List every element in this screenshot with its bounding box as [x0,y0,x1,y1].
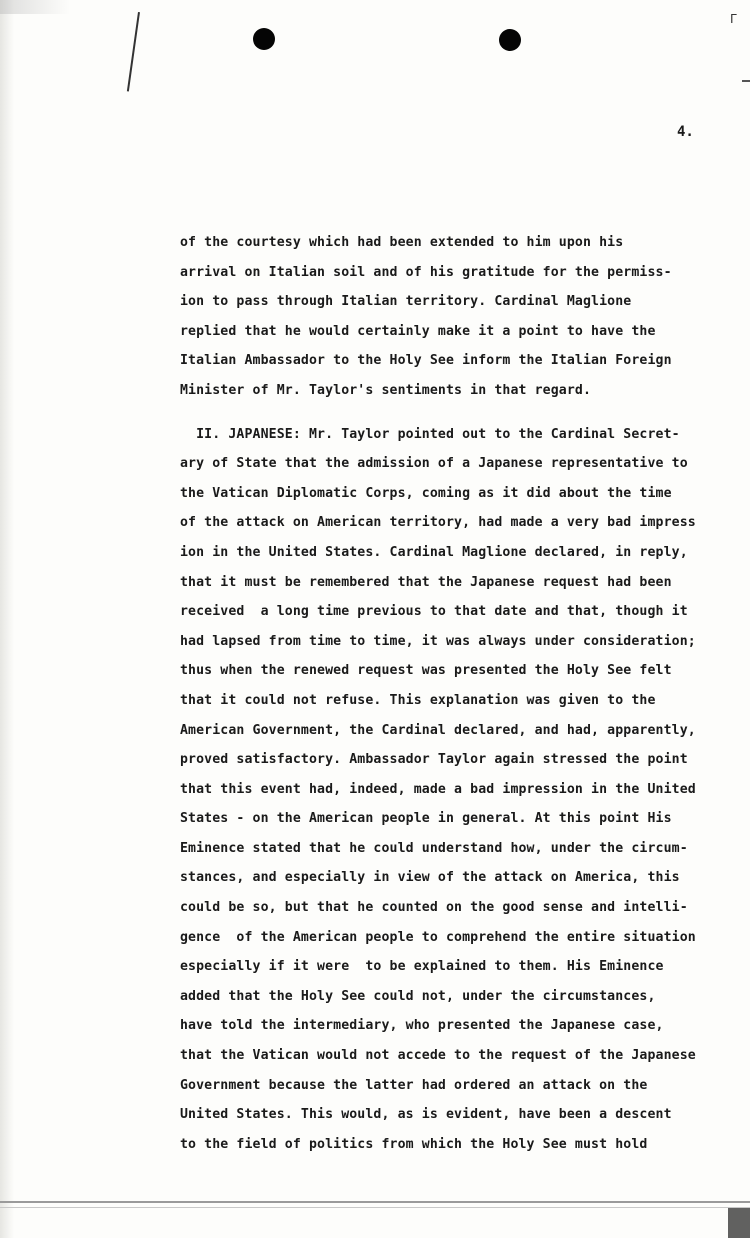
text-line: of the attack on American territory, had made a very bad impress [180,515,696,531]
text-line: that the Vatican would not accede to the request of the Japanese [180,1048,696,1064]
bottom-rule [0,1201,750,1203]
document-body [180,228,750,1159]
text-line: Italian Ambassador to the Holy See inform the Italian Foreign [180,353,672,369]
text-line: ion in the United States. Cardinal Maglione declared, in reply, [180,544,688,560]
text-line: replied that he would certainly make it a point to have the [180,323,656,339]
page-number: 4. [677,124,694,140]
text-line: ion to pass through Italian territory. Cardinal Maglione [180,294,632,310]
text-line: Minister of Mr. Taylor's sentiments in that regard. [180,382,592,398]
text-line: United States. This would, as is evident, have been a descent [180,1107,672,1123]
text-line: of the courtesy which had been extended to him upon his [180,235,624,250]
punch-hole-right [499,29,521,51]
text-line: Government because the latter had ordered an attack on the [180,1077,648,1093]
text-line: arrival on Italian soil and of his gratitude for the permiss- [180,264,672,280]
text-line: proved satisfactory. Ambassador Taylor again stressed the point [180,752,688,768]
scan-left-edge [0,0,14,1238]
bottom-rule-secondary [0,1207,750,1208]
text-line: especially if it were to be explained to them. His Eminence [180,959,664,975]
text-line: the Vatican Diplomatic Corps, coming as it did about the time [180,485,672,501]
text-line: that it could not refuse. This explanation was given to the [180,692,656,708]
text-line: could be so, but that he counted on the good sense and intelli- [180,900,688,916]
text-line: that this event had, indeed, made a bad impression in the United [180,781,696,797]
text-line: thus when the renewed request was presented the Holy See felt [180,663,672,679]
text-line: States - on the American people in general. At this point His [180,811,672,827]
text-line: stances, and especially in view of the attack on America, this [180,870,680,886]
text-line: to the field of politics from which the Holy See must hold [180,1136,648,1152]
paragraph-gap [180,406,750,420]
paragraph [180,228,750,406]
text-line: gence of the American people to comprehend the entire situation [180,929,696,945]
scan-corner-smudge [728,1208,750,1238]
corner-mark-icon: ᒥ [730,12,737,26]
corner-tick [742,80,750,82]
text-line: received a long time previous to that date and that, though it [180,604,688,620]
text-line: had lapsed from time to time, it was always under consideration; [180,633,696,649]
text-line: added that the Holy See could not, under the circumstances, [180,988,656,1004]
text-line: ary of State that the admission of a Japanese representative to [180,456,688,472]
text-line: that it must be remembered that the Japanese request had been [180,574,672,590]
scan-smudge [0,0,70,14]
text-line: Eminence stated that he could understand how, under the circum- [180,840,688,856]
pen-mark [127,12,140,91]
punch-hole-left [253,28,275,50]
text-line: have told the intermediary, who presented the Japanese case, [180,1018,664,1034]
paragraph [180,420,750,1160]
text-line: II. JAPANESE: Mr. Taylor pointed out to the Cardinal Secret- [180,426,680,442]
text-line: American Government, the Cardinal declared, and had, apparently, [180,722,696,738]
